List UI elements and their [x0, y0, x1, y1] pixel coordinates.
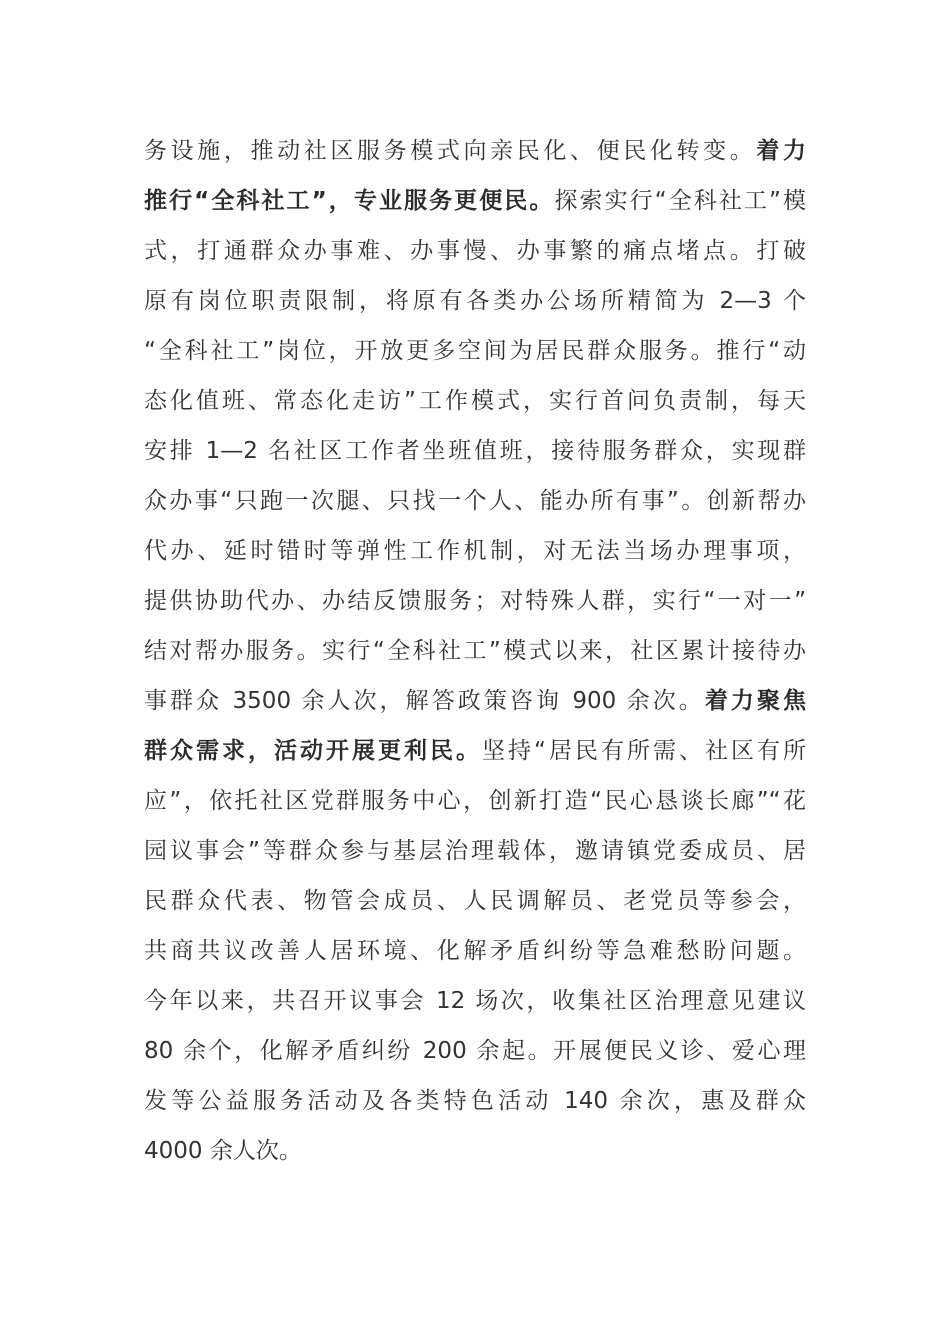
- body-text: 安排 1—2 名社区工作者坐班值班，接待服务群众，实现群: [144, 438, 806, 464]
- bold-heading-text: 着力: [756, 138, 806, 164]
- text-line: [144, 226, 806, 276]
- text-line: [144, 876, 806, 926]
- text-line: [144, 626, 806, 676]
- text-line: [144, 176, 806, 226]
- body-text: 应”，依托社区党群服务中心，创新打造“民心恳谈长廊”“花: [144, 788, 806, 814]
- body-text: 代办、延时错时等弹性工作机制，对无法当场办理事项，: [144, 538, 806, 564]
- text-line: [144, 926, 806, 976]
- bold-heading-text: 群众需求，活动开展更利民。: [144, 738, 483, 764]
- text-line: [144, 476, 806, 526]
- text-line: [144, 126, 806, 176]
- body-text: 80 余个，化解矛盾纠纷 200 余起。开展便民义诊、爱心理: [144, 1038, 806, 1064]
- body-text: 共商共议改善人居环境、化解矛盾纠纷等急难愁盼问题。: [144, 938, 806, 964]
- body-text: 众办事“只跑一次腿、只找一个人、能办所有事”。创新帮办: [144, 488, 806, 514]
- body-paragraph: [144, 126, 806, 1176]
- body-text: 态化值班、常态化走访”工作模式，实行首问负责制，每天: [144, 388, 806, 414]
- text-line: [144, 1126, 806, 1176]
- text-line: [144, 676, 806, 726]
- body-text: “全科社工”岗位，开放更多空间为居民群众服务。推行“动: [144, 338, 806, 364]
- text-line: [144, 576, 806, 626]
- body-text: 事群众 3500 余人次，解答政策咨询 900 余次。: [144, 688, 705, 714]
- text-line: [144, 276, 806, 326]
- text-line: [144, 826, 806, 876]
- text-line: [144, 526, 806, 576]
- body-text: 提供协助代办、办结反馈服务；对特殊人群，实行“一对一”: [144, 588, 806, 614]
- body-text: 原有岗位职责限制，将原有各类办公场所精简为 2—3 个: [144, 288, 806, 314]
- body-text: 民群众代表、物管会成员、人民调解员、老党员等参会，: [144, 888, 806, 914]
- body-text: 发等公益服务活动及各类特色活动 140 余次，惠及群众: [144, 1088, 806, 1114]
- body-text: 4000 余人次。: [144, 1138, 302, 1164]
- text-line: [144, 326, 806, 376]
- text-line: [144, 1076, 806, 1126]
- body-text: 今年以来，共召开议事会 12 场次，收集社区治理意见建议: [144, 988, 806, 1014]
- body-text: 园议事会”等群众参与基层治理载体，邀请镇党委成员、居: [144, 838, 806, 864]
- text-line: [144, 376, 806, 426]
- bold-heading-text: 推行“全科社工”，专业服务更便民。: [144, 188, 555, 214]
- body-text: 式，打通群众办事难、办事慢、办事繁的痛点堵点。打破: [144, 238, 806, 264]
- text-line: [144, 1026, 806, 1076]
- body-text: 坚持“居民有所需、社区有所: [482, 738, 806, 764]
- body-text: 探索实行“全科社工”模: [554, 188, 806, 214]
- bold-heading-text: 着力聚焦: [704, 688, 806, 714]
- text-line: [144, 776, 806, 826]
- text-line: [144, 726, 806, 776]
- body-text: 务设施，推动社区服务模式向亲民化、便民化转变。: [144, 138, 757, 164]
- text-line: [144, 976, 806, 1026]
- body-text: 结对帮办服务。实行“全科社工”模式以来，社区累计接待办: [144, 638, 806, 664]
- text-line: [144, 426, 806, 476]
